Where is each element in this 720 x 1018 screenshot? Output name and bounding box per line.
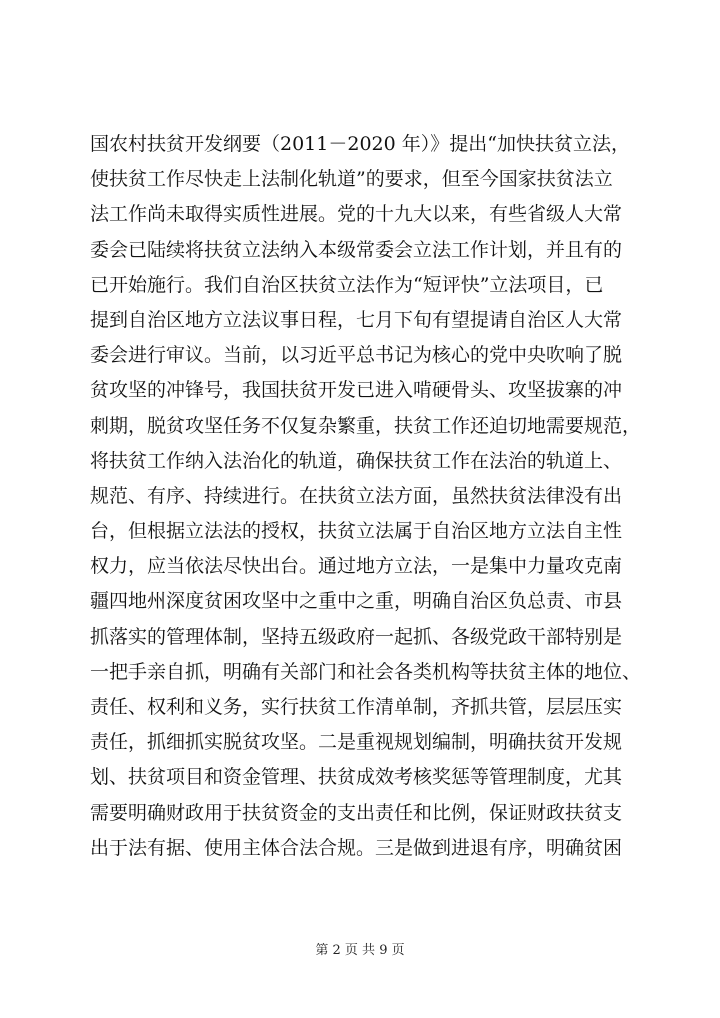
body-text	[90, 127, 650, 866]
text-line: 规范、有序、持续进行。在扶贫立法方面，虽然扶贫法律没有出	[90, 484, 623, 507]
page-number-footer: 第 2 页 共 9 页	[315, 943, 405, 958]
text-line: 使扶贫工作尽快走上法制化轨道”的要求，但至今国家扶贫法立	[90, 168, 613, 191]
text-line: 权力，应当依法尽快出台。通过地方立法，一是集中力量攻克南	[90, 555, 623, 578]
text-line: 贫攻坚的冲锋号，我国扶贫开发已进入啃硬骨头、攻坚拔寨的冲	[90, 379, 623, 402]
text-line: 委会进行审议。当前，以习近平总书记为核心的党中央吹响了脱	[90, 344, 623, 367]
text-line: 疆四地州深度贫困攻坚中之重中之重，明确自治区负总责、市县	[90, 590, 623, 613]
text-line: 出于法有据、使用主体合法合规。三是做到进退有序，明确贫困	[90, 836, 623, 859]
text-line: 划、扶贫项目和资金管理、扶贫成效考核奖惩等管理制度，尤其	[90, 766, 623, 789]
text-line: 法工作尚未取得实质性进展。党的十九大以来，有些省级人大常	[90, 203, 623, 226]
text-line: 台，但根据立法法的授权，扶贫立法属于自治区地方立法自主性	[90, 520, 623, 543]
text-line: 将扶贫工作纳入法治化的轨道，确保扶贫工作在法治的轨道上、	[90, 449, 623, 472]
text-line: 责任、权利和义务，实行扶贫工作清单制，齐抓共管，层层压实	[90, 696, 623, 718]
text-line: 国农村扶贫开发纲要（2011－2020 年）》提出“加快扶贫立法，	[90, 133, 630, 155]
text-line: 责任，抓细抓实脱贫攻坚。二是重视规划编制，明确扶贫开发规	[90, 731, 623, 754]
text-line: 委会已陆续将扶贫立法纳入本级常委会立法工作计划，并且有的	[90, 238, 623, 261]
text-line: 刺期，脱贫攻坚任务不仅复杂繁重，扶贫工作还迫切地需要规范，	[90, 414, 642, 437]
text-line: 一把手亲自抓，明确有关部门和社会各类机构等扶贫主体的地位、	[90, 660, 642, 683]
text-line: 已开始施行。我们自治区扶贫立法作为“短评快”立法项目，已	[90, 273, 604, 296]
text-line: 需要明确财政用于扶贫资金的支出责任和比例，保证财政扶贫支	[90, 801, 623, 824]
text-line: 抓落实的管理体制，坚持五级政府一起抓、各级党政干部特别是	[90, 625, 623, 648]
text-line: 提到自治区地方立法议事日程，七月下旬有望提请自治区人大常	[90, 308, 623, 331]
